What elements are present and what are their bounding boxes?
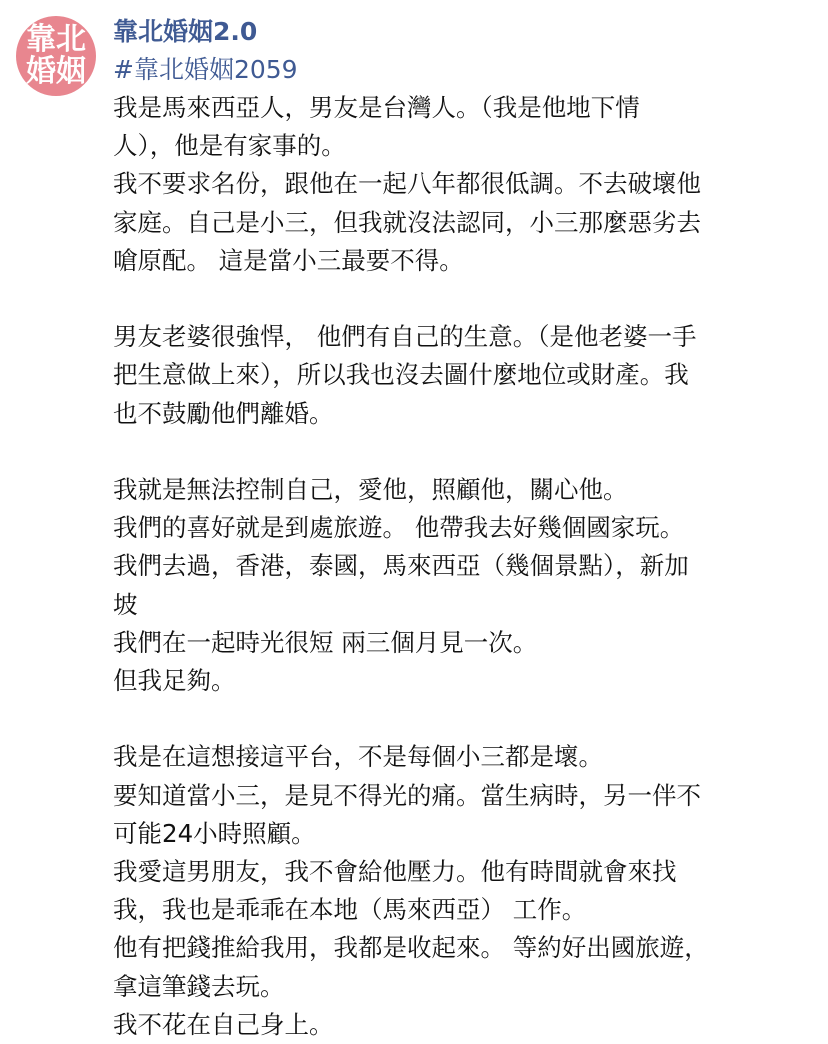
post-line: 我不花在自己身上。 bbox=[113, 1009, 334, 1039]
post-line: 我，我也是乖乖在本地（馬來西亞） 工作。 bbox=[113, 895, 587, 925]
post-hashtag[interactable]: #靠北婚姻2059 bbox=[113, 55, 298, 84]
avatar[interactable] bbox=[16, 16, 96, 96]
post-line bbox=[113, 433, 818, 471]
post-line: 把生意做上來），所以我也沒去圖什麼地位或財產。我 bbox=[113, 360, 689, 390]
post-header bbox=[113, 14, 813, 88]
post-line: 坡 bbox=[113, 589, 138, 619]
post-line: 也不鼓勵他們離婚。 bbox=[113, 398, 334, 428]
post-line: 人），他是有家事的。 bbox=[113, 131, 346, 161]
post-line: 要知道當小三，是見不得光的痛。當生病時，另一伴不 bbox=[113, 780, 701, 810]
post-line: 我不要求名份，跟他在一起八年都很低調。不去破壞他 bbox=[113, 169, 701, 199]
post-line: 拿這筆錢去玩。 bbox=[113, 971, 285, 1001]
post-line bbox=[113, 700, 818, 738]
avatar-logo-text: 靠北婚姻 bbox=[26, 22, 86, 89]
post-line: 但我足夠。 bbox=[113, 666, 236, 696]
post-line: 我是在這想接這平台，不是每個小三都是壞。 bbox=[113, 742, 603, 772]
post-line: 我就是無法控制自己，愛他，照顧他，關心他。 bbox=[113, 475, 628, 504]
post-line: 我們在一起時光很短 兩三個月見一次。 bbox=[113, 627, 538, 657]
post-body bbox=[113, 89, 818, 1044]
post-line: 我愛這男朋友，我不會給他壓力。他有時間就會來找 bbox=[113, 857, 677, 887]
post-line: 他有把錢推給我用，我都是收起來。 等約好出國旅遊， bbox=[113, 933, 709, 963]
post-line: 可能24小時照顧。 bbox=[113, 818, 316, 848]
post-line: 我們去過，香港，泰國，馬來西亞（幾個景點），新加 bbox=[113, 551, 689, 581]
post-line: 男友老婆很強悍， 他們有自己的生意。（是他老婆一手 bbox=[113, 322, 697, 352]
post-line bbox=[113, 280, 818, 318]
post-line: 家庭。自己是小三，但我就沒法認同，小三那麼惡劣去 bbox=[113, 207, 701, 237]
author-name[interactable]: 靠北婚姻2.0 bbox=[113, 17, 258, 46]
post-line: 我是馬來西亞人，男友是台灣人。（我是他地下情 bbox=[113, 93, 640, 122]
post-line: 我們的喜好就是到處旅遊。 他帶我去好幾個國家玩。 bbox=[113, 513, 685, 543]
post-line: 嗆原配。 這是當小三最要不得。 bbox=[113, 245, 464, 275]
